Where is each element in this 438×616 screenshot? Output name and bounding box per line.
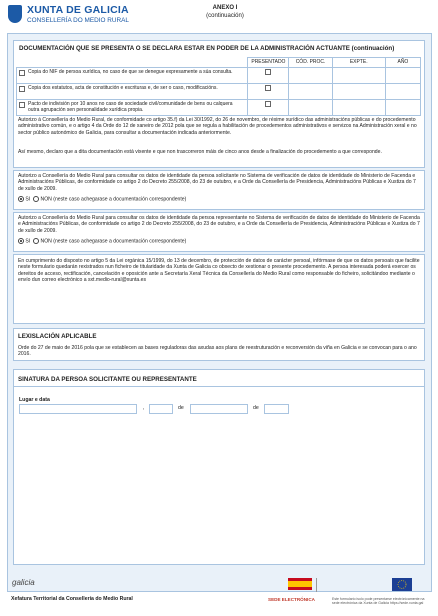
col-presentado: PRESENTADO <box>248 58 289 68</box>
sede-note: Este formulario isolo pode presentarse electrónicamente na sede electrónica da Xunta de Galicia https://sede.xunta.gal <box>332 597 425 606</box>
row-checkbox[interactable] <box>19 70 25 76</box>
galicia-logo: galicia <box>12 578 35 587</box>
auth-representative-options <box>18 238 186 245</box>
docs-table <box>16 57 421 116</box>
yes-label: SI <box>25 196 31 203</box>
table-row <box>17 84 421 100</box>
presentado-checkbox[interactable] <box>265 101 271 107</box>
docs-note-validity: Así mesmo, declaro que a dita documentación está vixente e que non trascorreron máis de cinco anos desde a finalización do procedemento a que corresponde. <box>18 149 382 155</box>
month-field[interactable] <box>190 404 248 414</box>
ano-field[interactable] <box>385 84 420 100</box>
spain-flag-icon <box>288 578 312 590</box>
auth-representative-text: Autorizo a Consellería do Medio Rural para consultar os datos de identidade da persoa representante no Sistema de verificación de datos de identidade do Ministerio de Facenda e Administracións Públicas, de conformidade co artigo 2 do Decreto 255/2008, do 23 de outubro, e a Orde da Consellería de Presidencia, Administracións Públicas e Xustiza do 7 de xullo de 2009. <box>18 215 420 234</box>
expte-field[interactable] <box>332 68 385 84</box>
doc-label: Pacto de indivisión por 10 anos no caso de sociedade civil/comunidade de bens ou calquera outra agrupación sen personalidade xurídica propia. <box>28 101 233 113</box>
eu-stars-icon <box>392 578 412 591</box>
footer-office: Xefatura Territorial da Consellería do Medio Rural <box>11 596 133 602</box>
legislation-title: LEXISLACIÓN APLICABLE <box>18 333 97 340</box>
doc-label: Copia dos estatutos, acta de constitución e escrituras e, de ser o caso, modificacións. <box>28 85 218 91</box>
signature-divider <box>13 386 425 387</box>
doc-label: Copia do NIF de persoa xurídica, no caso de que se denegue expresamente a súa consulta. <box>28 69 233 75</box>
anexo-heading <box>205 4 245 20</box>
presentado-checkbox[interactable] <box>265 85 271 91</box>
docs-section-title: DOCUMENTACIÓN QUE SE PRESENTA O SE DECLARA ESTAR EN PODER DE LA ADMINISTRACIÓN ACTUANTE (continuación) <box>19 45 395 52</box>
anexo-sublabel: (continuación) <box>206 13 244 19</box>
signature-title: SINATURA DA PERSOA SOLICITANTE OU REPRESENTANTE <box>18 376 197 383</box>
cod-proc-field[interactable] <box>289 100 332 116</box>
row-checkbox[interactable] <box>19 102 25 108</box>
eu-flag-icon <box>392 578 412 591</box>
no-label: NON (neste caso achegarase a documentación correspondente) <box>40 238 187 245</box>
table-row <box>17 100 421 116</box>
de-label-1: de <box>178 405 184 411</box>
ano-field[interactable] <box>385 68 420 84</box>
cod-proc-field[interactable] <box>289 68 332 84</box>
cod-proc-field[interactable] <box>289 84 332 100</box>
logo-subtitle: CONSELLERÍA DO MEDIO RURAL <box>27 17 129 24</box>
auth-applicant-yes-radio[interactable] <box>18 196 24 202</box>
auth-applicant-text: Autorizo a Consellería do Medio Rural para consultar os datos de identidade da persoa solicitante no Sistema de verificación de datos de identidade do Ministerio de Facenda e Administracións Públicas, de conformidade co artigo 2 do Decreto 255/2008, do 23 de outubro, e a Orde da Consellería de Presidencia, Administracións Públicas e Xustiza do 7 de xullo de 2009. <box>18 173 416 192</box>
auth-applicant-options <box>18 196 186 203</box>
table-row <box>17 68 421 84</box>
de-label-2: de <box>253 405 259 411</box>
legislation-text: Orde do 27 de maio de 2016 pola que se establecen as bases reguladoras das axudas aos plans de reestruturación e reconversión da viña en Galicia e se convocan para o ano 2016. <box>18 345 417 358</box>
docs-note-authorization: Autorizo á Consellería do Medio Rural, de conformidade co artigo 35.f) da Lei 30/1992, do 26 de novembro, de réxime xurídico das administracións públicas e do procedemento administrativo común, e o artigo 4 da Orde do 12 de xaneiro de 2012 pola que se regula a habilitación de procedementos administrativos e servizos na Administración xeral e no sector público autonómico de Galicia, para consultar a documentación indicada anteriormente. <box>18 117 417 136</box>
sede-label: SEDE ELECTRÓNICA <box>268 597 315 602</box>
anexo-label: ANEXO I <box>212 5 238 11</box>
row-checkbox[interactable] <box>19 86 25 92</box>
place-field[interactable] <box>19 404 137 414</box>
privacy-text: En cumprimento do disposto no artigo 5 da Lei orgánica 15/1999, do 13 de decembro, de protección de datos de carácter persoal, infórmase de que os datos persoais que facilite neste formulario quedarán rexistrados nun ficheiro de titularidade da Xunta de Galicia co obxecto de xestionar o presente procedemento. A persoa interesada poderá exercer os dereitos de acceso, rectificación, cancelación e oposición ante a Secretaría Xeral Técnica da Consellería do Medio Rural como responsable do ficheiro, solicitándoo mediante o envío dun correo electrónico a sxt.medio-rural@xunta.es <box>18 258 420 284</box>
auth-applicant-no-radio[interactable] <box>33 196 39 202</box>
comma-separator: , <box>143 405 145 411</box>
presentado-checkbox[interactable] <box>265 69 271 75</box>
auth-representative-no-radio[interactable] <box>33 238 39 244</box>
expte-field[interactable] <box>332 100 385 116</box>
year-field[interactable] <box>264 404 289 414</box>
auth-representative-yes-radio[interactable] <box>18 238 24 244</box>
expte-field[interactable] <box>332 84 385 100</box>
place-date-label: Lugar e data <box>19 397 50 403</box>
col-expte: EXPTE. <box>332 58 385 68</box>
signature-section <box>13 369 425 565</box>
docs-header-blank <box>17 58 248 68</box>
day-field[interactable] <box>149 404 173 414</box>
no-label: NON (neste caso achegarase a documentación correspondente) <box>40 196 187 203</box>
logo-title: XUNTA DE GALICIA <box>27 4 129 16</box>
col-ano: AÑO <box>385 58 420 68</box>
xunta-shield-logo <box>8 5 22 23</box>
col-cod-proc: CÓD. PROC. <box>289 58 332 68</box>
yes-label: SI <box>25 238 31 245</box>
ministry-logo <box>316 578 367 592</box>
ano-field[interactable] <box>385 100 420 116</box>
